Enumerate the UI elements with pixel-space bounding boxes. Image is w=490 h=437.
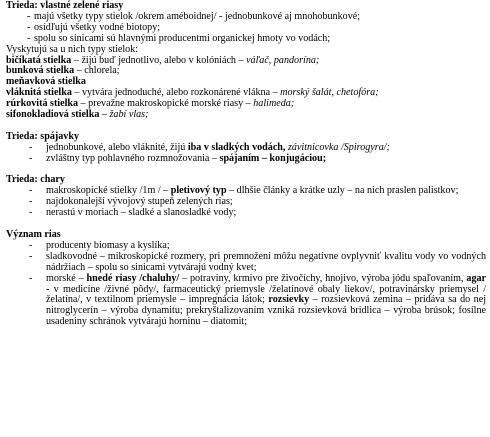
thallus-type (6, 110, 486, 121)
item-text: - v medicíne /živné pôdy/, farmaceutický priemysle /želatínové obaly liekov/, potravinársky priemysel /želatína/, v textilnom priemysle – impregnácia látok; (46, 283, 486, 306)
item-bold: hnedé riasy /chaluhy/ (86, 272, 180, 284)
list-item: - osídľujú všetky vodné biotopy; (6, 23, 486, 34)
item-text: – potraviny, krmivo pre živočíchy, hnojivo, výroba jódu spaľovaním, (179, 272, 467, 284)
property-list (6, 143, 486, 165)
section-heading: Trieda: spájavky (6, 130, 79, 142)
list-item (6, 154, 486, 165)
section-importance (6, 230, 486, 328)
section-conjugates (6, 132, 486, 165)
example: halimeda; (253, 98, 295, 110)
term: rúrkovitá stielka (6, 98, 79, 110)
spacer (6, 219, 486, 230)
item-bold: spájaním – konjugáciou; (219, 152, 327, 164)
item-bold: pletivový typ (170, 185, 227, 197)
list-item: - najdokonalejší vývojový stupeň zelených rias; (6, 197, 486, 208)
item-bold: iba v sladkých vodách, (187, 141, 288, 153)
property-list (6, 12, 486, 45)
item-bold: rozsievky (268, 294, 310, 306)
example: váľač, pandorína; (246, 54, 320, 66)
list-item (6, 274, 486, 329)
example: žabí vlas; (109, 109, 149, 121)
description: – prevažne makroskopické morské riasy – (78, 98, 254, 110)
thallus-intro: Vyskytujú sa u nich typy stielok: (6, 43, 139, 55)
description: – (99, 109, 110, 121)
list-item: - sladkovodné – mikroskopické rozmery, pri premnožení môžu negatívne ovplyvniť kvalitu vody vo vodných nádržiach – spolu so sinicami vytvárajú vodný kvet; (6, 252, 486, 274)
list-item: - nerastú v moriach – sladké a slanosladké vody; (6, 208, 486, 219)
spacer (6, 165, 486, 176)
item-text: makroskopické stielky /1m / – (46, 185, 171, 197)
item-text: – dlhšie články a krátke uzly – na nich praslen palistkov; (226, 185, 459, 197)
list-item: - majú všetky typy stielok /okrem améboidnej/ - jednobunkové aj mnohobunkové; (6, 12, 486, 23)
list-item: - producenty biomasy a kyslíka; (6, 241, 486, 252)
section-heading: Trieda: chary (6, 174, 65, 186)
item-example: závitnicovka /Spirogyra/; (287, 141, 390, 153)
section-heading: Význam rias (6, 228, 61, 240)
item-text: – rozsievková zemina – pridáva sa do nej nitroglycerín – výroba dynamitu; prekryštalizovaním vzniká rozsievková bridlica – výroba brúsok; fosílne usadeniny schránok vytvárajú horninu – diatomit; (46, 294, 486, 328)
term: sifonokladiová stielka (6, 109, 100, 121)
term: vláknitá stielka (6, 87, 72, 99)
item-text: jednobunkové, alebo vláknité, žijú (46, 141, 188, 153)
property-list (6, 186, 486, 219)
section-green-algae (6, 1, 486, 121)
term: bičíkatá stielka (6, 54, 72, 66)
term: bunková stielka (6, 65, 75, 77)
list-item: - spolu so sinicami sú hlavnými producentmi organickej hmoty vo vodách; (6, 34, 486, 45)
section-charophytes (6, 175, 486, 219)
property-list (6, 241, 486, 328)
description: – vytvára jednoduché, alebo rozkonárené vlákna – (71, 87, 281, 99)
example: morský šalát, chetofóra; (280, 87, 379, 99)
description: – žijú buď jednotlivo, alebo v kolóniách – (71, 54, 247, 66)
term: meňavková stielka (6, 76, 86, 88)
item-text: morské – (46, 272, 87, 284)
item-text: zvláštny typ pohlavného rozmnožovania – (46, 152, 220, 164)
item-bold: agar (466, 272, 487, 284)
description: – chlorela; (74, 65, 120, 77)
section-heading: Trieda: vlastné zelené riasy (6, 0, 124, 11)
